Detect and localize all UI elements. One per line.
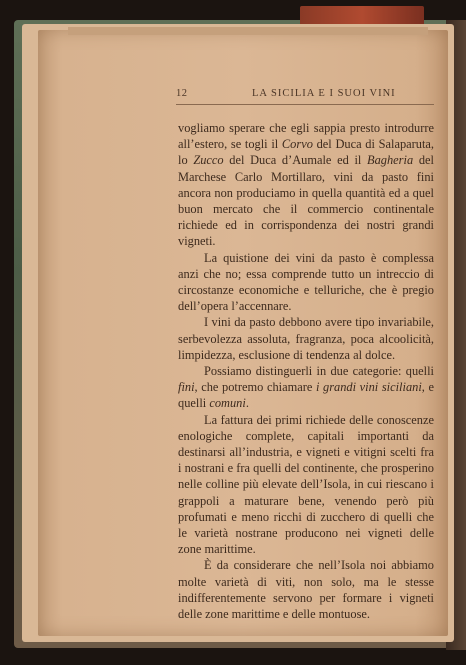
page-number: 12: [176, 88, 188, 99]
paragraph: Possiamo distinguerli in due categorie: quelli fini, che potremo chiamare i grandi vini siciliani, e quelli comuni.: [178, 364, 434, 411]
body-text: [178, 120, 434, 622]
paragraph: La fattura dei primi richiede delle conoscenze enologiche complete, capitali importanti da destinarsi all’industria, e vigneti e vitigni scelti fra i nostrani e fra quelli del continente, che prosperino nelle colline più elevate dell’Isola, in cui riescano i grappoli a maturare bene, venendo però più profumati e meno ricchi di zucchero di quelli che le varietà nostrane producono nei vigneti delle zone marittime.: [178, 412, 434, 557]
paragraph: È da considerare che nell’Isola noi abbiamo molte varietà di viti, non solo, ma le stesse indifferentemente servono per formare i vigneti delle zone marittime e delle montuose.: [178, 558, 434, 622]
paragraph: La quistione dei vini da pasto è complessa anzi che no; essa comprende tutto un intreccio di circostanze economiche e telluriche, che è pregio dell’opera l’accennare.: [178, 250, 434, 314]
running-title: LA SICILIA E I SUOI VINI: [252, 88, 396, 99]
paragraph: vogliamo sperare che egli sappia presto introdurre all’estero, se togli il Corvo del Duca di Salaparuta, lo Zucco del Duca d’Aumale ed il Bagheria del Marchese Carlo Mortillaro, vini da pasto fini ancora non produciamo in quella quantità ed a quel buon mercato che il commercio continentale richiede ed in corrispondenza dei nostri grandi vigneti.: [178, 121, 435, 249]
paragraph: I vini da pasto debbono avere tipo invariabile, serbevolezza assoluta, fragranza, poca alcoolicità, limpidezza, esclusione di tendenza al dolce.: [178, 315, 434, 362]
page-edge: [68, 27, 428, 35]
header-rule: [176, 104, 434, 109]
